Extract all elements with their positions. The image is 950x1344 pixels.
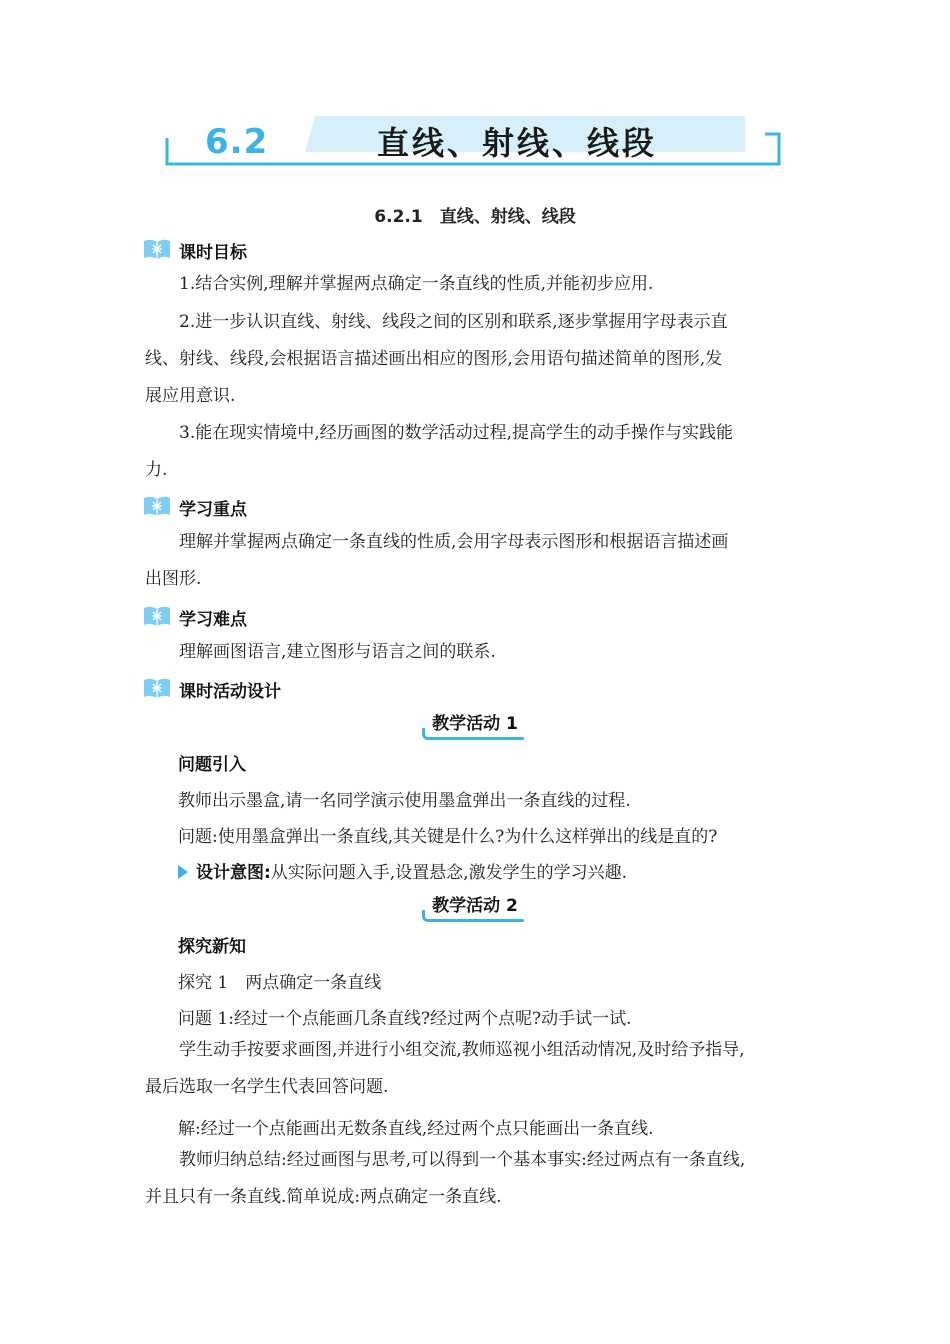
design-intent-label: 设计意图: [196, 863, 271, 883]
triangle-bullet-icon [178, 865, 188, 879]
activity-2-title: 教学活动 2 [426, 891, 524, 920]
chapter-banner [165, 112, 785, 172]
answer-text: 解:经过一个点能画出无数条直线,经过两个点只能画出一条直线. [178, 1119, 654, 1139]
difficulties-text [145, 634, 810, 671]
open-book-icon [143, 677, 171, 699]
goal-item-1 [145, 266, 810, 303]
activity-2-para-1-line-1: 学生动手按要求画图,并进行小组交流,教师巡视小组活动情况,及时给予指导, [179, 1040, 745, 1060]
summary-line-1: 教师归纳总结:经过画图与思考,可以得到一个基本事实:经过两点有一条直线, [179, 1150, 746, 1170]
activity-1-header [0, 709, 950, 738]
activity-1-line-2: 问题:使用墨盒弹出一条直线,其关键是什么?为什么这样弹出的线是直的? [178, 827, 718, 847]
section-key-points-label: 学习重点 [179, 500, 247, 520]
explore-1-title: 探究 1 两点确定一条直线 [178, 973, 382, 993]
goal-item-3 [145, 415, 810, 489]
open-book-icon [143, 495, 171, 517]
open-book-icon [143, 238, 171, 260]
activity-1-heading: 问题引入 [178, 755, 246, 775]
goal-item-2-line-2: 线、射线、线段,会根据语言描述画出相应的图形,会用语句描述简单的图形,发 [145, 349, 723, 369]
activity-1-line-1: 教师出示墨盒,请一名同学演示使用墨盒弹出一条直线的过程. [178, 791, 631, 811]
activity-2-para-1-line-2: 最后选取一名学生代表回答问题. [145, 1077, 389, 1097]
open-book-icon [143, 605, 171, 627]
difficulties-line-1: 理解画图语言,建立图形与语言之间的联系. [179, 642, 496, 662]
activity-2-para-1 [145, 1032, 810, 1106]
goal-item-2 [145, 304, 810, 415]
key-points-line-1: 理解并掌握两点确定一条直线的性质,会用字母表示图形和根据语言描述画 [179, 532, 729, 552]
key-points-text [145, 524, 810, 598]
goal-item-2-line-1: 2.进一步认识直线、射线、线段之间的区别和联系,逐步掌握用字母表示直 [179, 312, 728, 332]
chapter-title: 直线、射线、线段 [377, 124, 658, 162]
key-points-line-2: 出图形. [145, 569, 202, 589]
question-1: 问题 1:经过一个点能画几条直线?经过两个点呢?动手试一试. [178, 1009, 632, 1029]
summary-text [145, 1142, 810, 1216]
section-design-label: 课时活动设计 [179, 682, 281, 702]
goal-item-3-line-1: 3.能在现实情境中,经历画图的数学活动过程,提高学生的动手操作与实践能 [179, 423, 734, 443]
activity-2-header [0, 891, 950, 920]
summary-line-2: 并且只有一条直线.简单说成:两点确定一条直线. [145, 1187, 502, 1207]
lesson-subtitle: 6.2.1 直线、射线、线段 [374, 207, 576, 227]
design-intent-text: 从实际问题入手,设置悬念,激发学生的学习兴趣. [270, 863, 628, 883]
chapter-number: 6.2 [205, 122, 269, 162]
goal-item-1-text: 1.结合实例,理解并掌握两点确定一条直线的性质,并能初步应用. [179, 274, 654, 294]
activity-2-heading: 探究新知 [178, 937, 246, 957]
activity-1-title: 教学活动 1 [426, 709, 524, 738]
section-difficulties-label: 学习难点 [179, 610, 247, 630]
goal-item-3-line-2: 力. [145, 460, 168, 480]
section-goals-label: 课时目标 [179, 243, 247, 263]
goal-item-2-line-3: 展应用意识. [145, 386, 236, 406]
design-intent [178, 858, 627, 883]
